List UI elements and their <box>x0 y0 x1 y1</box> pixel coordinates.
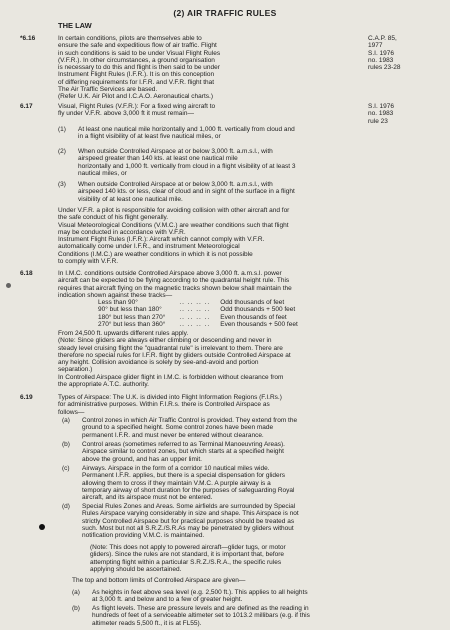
list-item-label: (1) <box>58 126 66 133</box>
paragraph-6-17-body: Under V.F.R. a pilot is responsible for avoiding collision with other aircraft and for the safe conduct of his flight generally. Visual Meteorological Conditions (V.M.C.) are weather conditions such that flight may be conducted in accordance with V.F.R. Instrument Flight Rules (I.F.R.): Aircraft which cannot comply with V.F.R. automatically come under I.F.R., and instrument Meteorological Conditions (I.M.C.) are weather conditions in which it is not possible to comply with V.F.R. <box>58 207 290 266</box>
height-cell: Odd thousands of feet <box>220 299 285 306</box>
reference-6-17: S.I. 1976 no. 1983 rule 23 <box>368 103 395 125</box>
margin-bullet-mark <box>39 524 45 530</box>
paragraph-6-18-body: From 24,500 ft. upwards different rules apply. (Note: Since gliders are always either climbing or descending and never in steady level cruising flight the "quadrantal rule" is irrelevant to them. There are therefore no special rules for I.F.R. flight by gliders outside Controlled Airspace at any height. Collision avoidance is solely by see-and-avoid and portion separation.) In Controlled Airspace glider flight in I.M.C. is forbidden without clearance from the appropriate A.T.C. authority. <box>58 330 291 389</box>
list-item-label: (c) <box>62 465 70 472</box>
list-item-label: (b) <box>72 605 80 612</box>
section-heading: THE LAW <box>58 21 92 30</box>
leader-dots: .. .. .. .. <box>179 299 211 306</box>
track-cell: 90° but less than 180° <box>98 306 162 314</box>
reference-6-16: C.A.P. 85, 1977 S.I. 1976 no. 1983 rules 23-28 <box>368 35 401 72</box>
leader-dots: .. .. .. .. <box>179 320 211 328</box>
list-item-text: When outside Controlled Airspace at or below 3,000 ft. a.m.s.l., with airspeed greater than 140 kts. at least one nautical mile horizontally and 1,000 ft. vertically from cloud in a flight visibility of at least 3 nautical miles, or <box>78 148 296 177</box>
list-item-text: Control areas (sometimes referred to as Terminal Manoeuvring Areas). Airspace similar to control zones, but which starts at a specified height above the ground, and has an upper limit. <box>82 441 285 463</box>
list-item-text: As heights in feet above sea level (e.g. 2,500 ft.). This applies to all heights at 3,000 ft. and below and to a few of greater height. <box>92 589 308 604</box>
list-item-label: (a) <box>72 589 80 596</box>
height-cell: Odd thousands + 500 feet <box>220 306 296 314</box>
height-cell: Even thousands + 500 feet <box>220 320 298 328</box>
list-item-text: When outside Controlled Airspace at or below 3,000 ft. a.m.s.l., with airspeed 140 kts. or less, clear of cloud and in sight of the surface in a flight visibility of at least one nautical mile. <box>78 181 295 203</box>
paragraph-number-6-18: 6.18 <box>20 270 33 277</box>
table-row <box>98 321 302 328</box>
leader-dots: .. .. .. .. <box>179 313 211 321</box>
paragraph-6-19-note: (Note: This does not apply to powered aircraft—glider tugs, or motor gliders). Since the rules are not standard, it is important that, before attempting flight within a particular S.R.Z./S.R.A., the specific rules applying should be ascertained. <box>90 544 286 573</box>
track-cell: 180° but less than 270° <box>98 313 166 321</box>
list-item-text: As flight levels. These are pressure levels and are defined as the reading in hundreds of feet of a serviceable altimeter set to 1013.2 millibars (e.g. if this altimeter reads 5,500 ft., it is at FL55). <box>92 605 310 627</box>
list-item-label: (d) <box>62 503 70 510</box>
paragraph-number-6-16: *6.16 <box>20 35 36 42</box>
height-cell: Even thousands of feet <box>220 313 287 321</box>
track-cell: 270° but less than 360° <box>98 320 166 328</box>
list-item-label: (3) <box>58 181 66 188</box>
paragraph-6-16: In certain conditions, pilots are themselves able to ensure the safe and expeditious flow of air traffic. Flight in such conditions is said to be under Visual Flight Rules (V.F.R.). In other circumstances, a ground organisation is necessary to do this and flight is then said to be under Instrument Flight Rules (I.F.R.). It is on this conception of differing requirements for I.F.R. and V.F.R. flight that The Air Traffic Services are based. (Refer U.K. Air Pilot and I.C.A.O. Aeronautical charts.) <box>58 35 221 101</box>
list-item-label: (a) <box>62 417 70 424</box>
list-item-text: Airways. Airspace in the form of a corridor 10 nautical miles wide. Permanent I.F.R. applies, but there is a special dispensation for gliders allowing them to cross if they maintain V.M.C. A purple airway is a temporary airway of short duration for the purposes of safeguarding Royal aircraft, and its airspace must not be entered. <box>82 465 295 502</box>
paragraph-6-18-intro: In I.M.C. conditions outside Controlled Airspace above 3,000 ft. a.m.s.l. power aircraft can be expected to be flying according to the quadrantal height rule. This requires that aircraft flying on the magnetic tracks shown below shall maintain the indication shown against these tracks— <box>58 270 292 299</box>
list-item-text: Special Rules Zones and Areas. Some airfields are surrounded by Special Rules Airspace varying considerably in size and shape. This Airspace is not strictly Controlled Airspace but for practical purposes should be treated as such. Most but not all S.R.Z./S.R.As may be penetrated by gliders without notification providing V.M.C. is maintained. <box>82 503 299 540</box>
table-row <box>98 306 302 313</box>
table-row <box>98 314 302 321</box>
limits-intro: The top and bottom limits of Controlled Airspace are given— <box>72 577 246 584</box>
paragraph-number-6-17: 6.17 <box>20 103 33 110</box>
paragraph-number-6-19: 6.19 <box>20 394 33 401</box>
leader-dots: .. .. .. .. <box>179 306 211 314</box>
paragraph-6-19-intro: Types of Airspace: The U.K. is divided into Flight Information Regions (F.I.Rs.) for administrative purposes. Within F.I.R.s. there is Controlled Airspace as follows— <box>58 394 282 416</box>
paragraph-6-17-intro: Visual, Flight Rules (V.F.R.): For a fixed wing aircraft to fly under V.F.R. above 3,000 ft it must remain— <box>58 103 216 118</box>
list-item-text: At least one nautical mile horizontally and 1,000 ft. vertically from cloud and in a flight visibility of at least five nautical miles, or <box>78 126 295 141</box>
list-item-label: (2) <box>58 148 66 155</box>
chapter-title: (2) AIR TRAFFIC RULES <box>173 8 277 18</box>
list-item-text: Control zones in which Air Traffic Control is provided. They extend from the ground to a specified height. Some control zones have been made permanent I.F.R. and must never be entered without clearance. <box>82 417 298 439</box>
track-cell: Less than 90° <box>98 299 138 306</box>
list-item-label: (b) <box>62 441 70 448</box>
quadrantal-rule-table <box>98 299 302 328</box>
punch-hole-mark <box>6 283 11 288</box>
